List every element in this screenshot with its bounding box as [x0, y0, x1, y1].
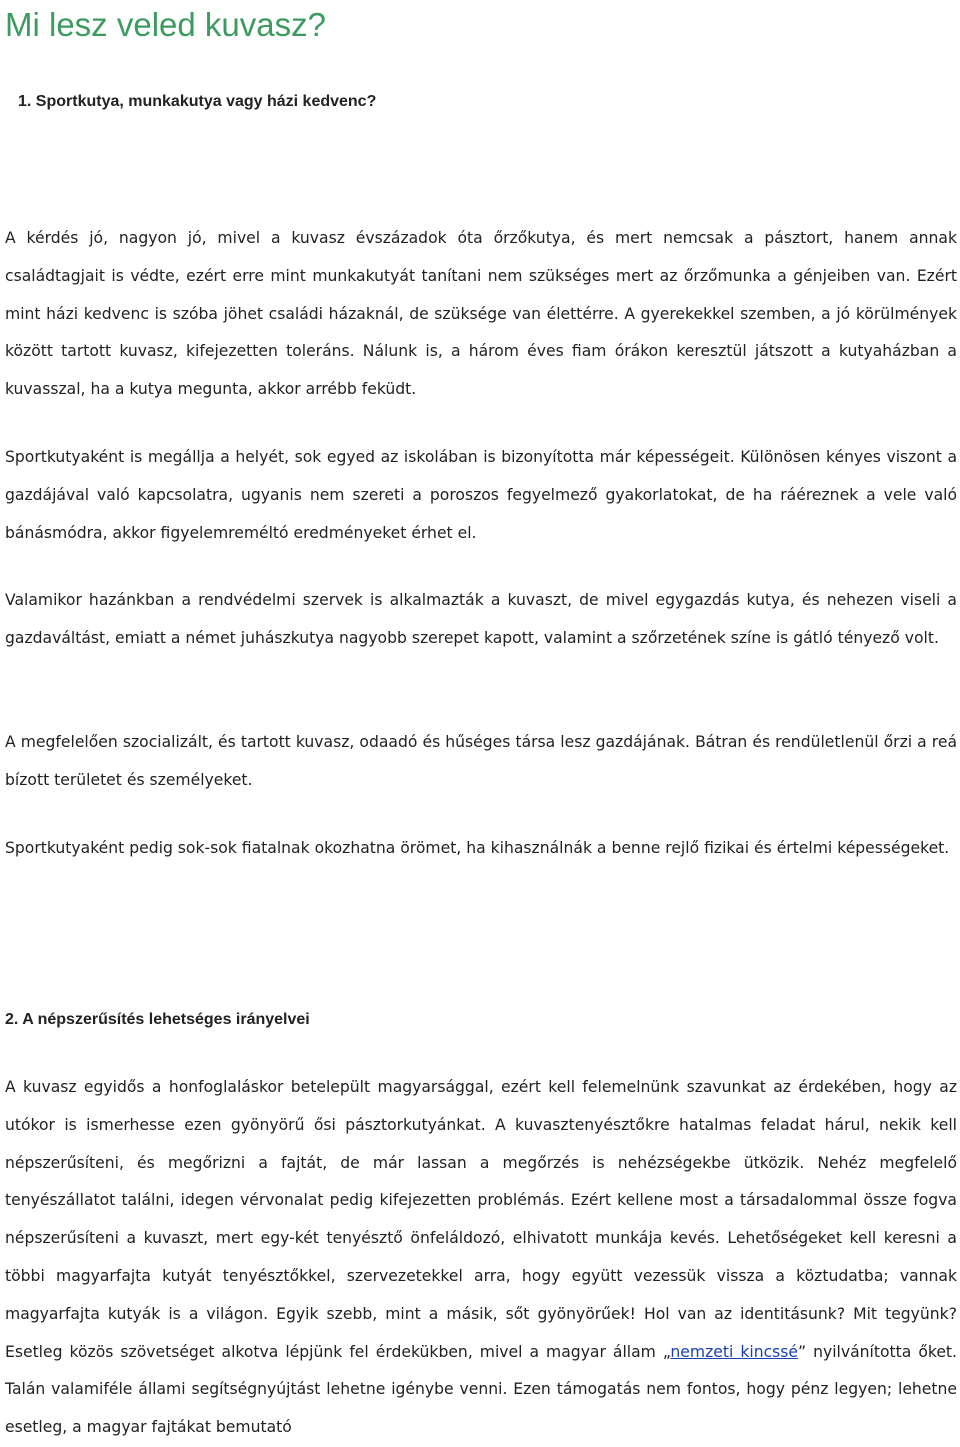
section-1-paragraph-5: Sportkutyaként pedig sok-sok fiatalnak okozhatna örömet, ha kihasználnák a benne rejlő fizikai és értelmi képességeket.	[5, 839, 950, 857]
nemzeti-kincsse-link[interactable]: nemzeti kincssé	[670, 1342, 798, 1361]
section-1-heading: 1. Sportkutya, munkakutya vagy házi kedvenc?	[18, 93, 377, 110]
section-2-paragraph-1	[5, 1069, 957, 1447]
section-2-heading: 2. A népszerűsítés lehetséges irányelvei	[5, 1011, 310, 1028]
section-1-paragraph-1: A kérdés jó, nagyon jó, mivel a kuvasz évszázadok óta őrzőkutya, és mert nemcsak a pásztort, hanem annak családtagjait is védte, ezért erre mint munkakutyát tanítani nem szükséges mert az őrzőmunka a génjeiben van. Ezért mint házi kedvenc is szóba jöhet családi házaknál, de szüksége van élettérre. A gyerekekkel szemben, a jó körülmények között tartott kuvasz, kifejezetten toleráns. Nálunk is, a három éves fiam órákon keresztül játszott a kutyaházban a kuvasszal, ha a kutya megunta, akkor arrébb feküdt.	[5, 229, 957, 399]
section-1-paragraph-3: Valamikor hazánkban a rendvédelmi szervek is alkalmazták a kuvaszt, de mivel egygazdás kutya, és nehezen viseli a gazdaváltást, emiatt a német juhászkutya nagyobb szerepet kapott, valamint a szőrzetének színe is gátló tényező volt.	[5, 591, 957, 647]
section-2-text-after-link: ” nyilvánította őket. Talán valamiféle állami segítségnyújtást lehetne igénybe venni. Ezen támogatás nem fontos, hogy pénz legyen; lehetne esetleg, a magyar fajtákat bemutató	[5, 1342, 958, 1437]
section-1-paragraph-4: A megfelelően szocializált, és tartott kuvasz, odaadó és hűséges társa lesz gazdájának. Bátran és rendületlenül őrzi a reá bízott területet és személyeket.	[5, 733, 957, 789]
section-1-paragraph-2: Sportkutyaként is megállja a helyét, sok egyed az iskolában is bizonyította már képességeit. Különösen kényes viszont a gazdájával való kapcsolatra, ugyanis nem szereti a poroszos fegyelmező gyakorlatokat, de ha ráéreznek a vele való bánásmódra, akkor figyelemreméltó eredményeket érhet el.	[5, 448, 957, 542]
section-2-text-before-link: A kuvasz egyidős a honfoglaláskor betelepült magyarsággal, ezért kell felemelnünk szavunkat az érdekében, hogy az utókor is ismerhesse ezen gyönyörű ősi pásztorkutyánkat. A kuvasztenyésztőkre hatalmas feladat hárul, nekik kell népszerűsíteni, és megőrizni a fajtát, de már lassan a megőrzés is nehézségekbe ütközik. Nehéz megfelelő tenyészállatot találni, idegen vérvonalat pedig kifejezetten problémás. Ezért kellene most a társadalommal össze fogva népszerűsíteni a kuvaszt, mert egy-két tenyésztő önfeláldozó, elhivatott munkája kevés. Lehetőségeket kell keresni a többi magyarfajta kutyát tenyésztőkkel, szervezetekkel arra, hogy együtt vezessük vissza a köztudatba; vannak magyarfajta kutyák is a világon. Egyik szebb, mint a másik, sőt gyönyörűek! Hol van az identitásunk? Mit tegyünk? Esetleg közös szövetséget alkotva lépjünk fel érdekükben, mivel a magyar állam „	[5, 1078, 957, 1361]
page-title: Mi lesz veled kuvasz?	[5, 6, 326, 43]
